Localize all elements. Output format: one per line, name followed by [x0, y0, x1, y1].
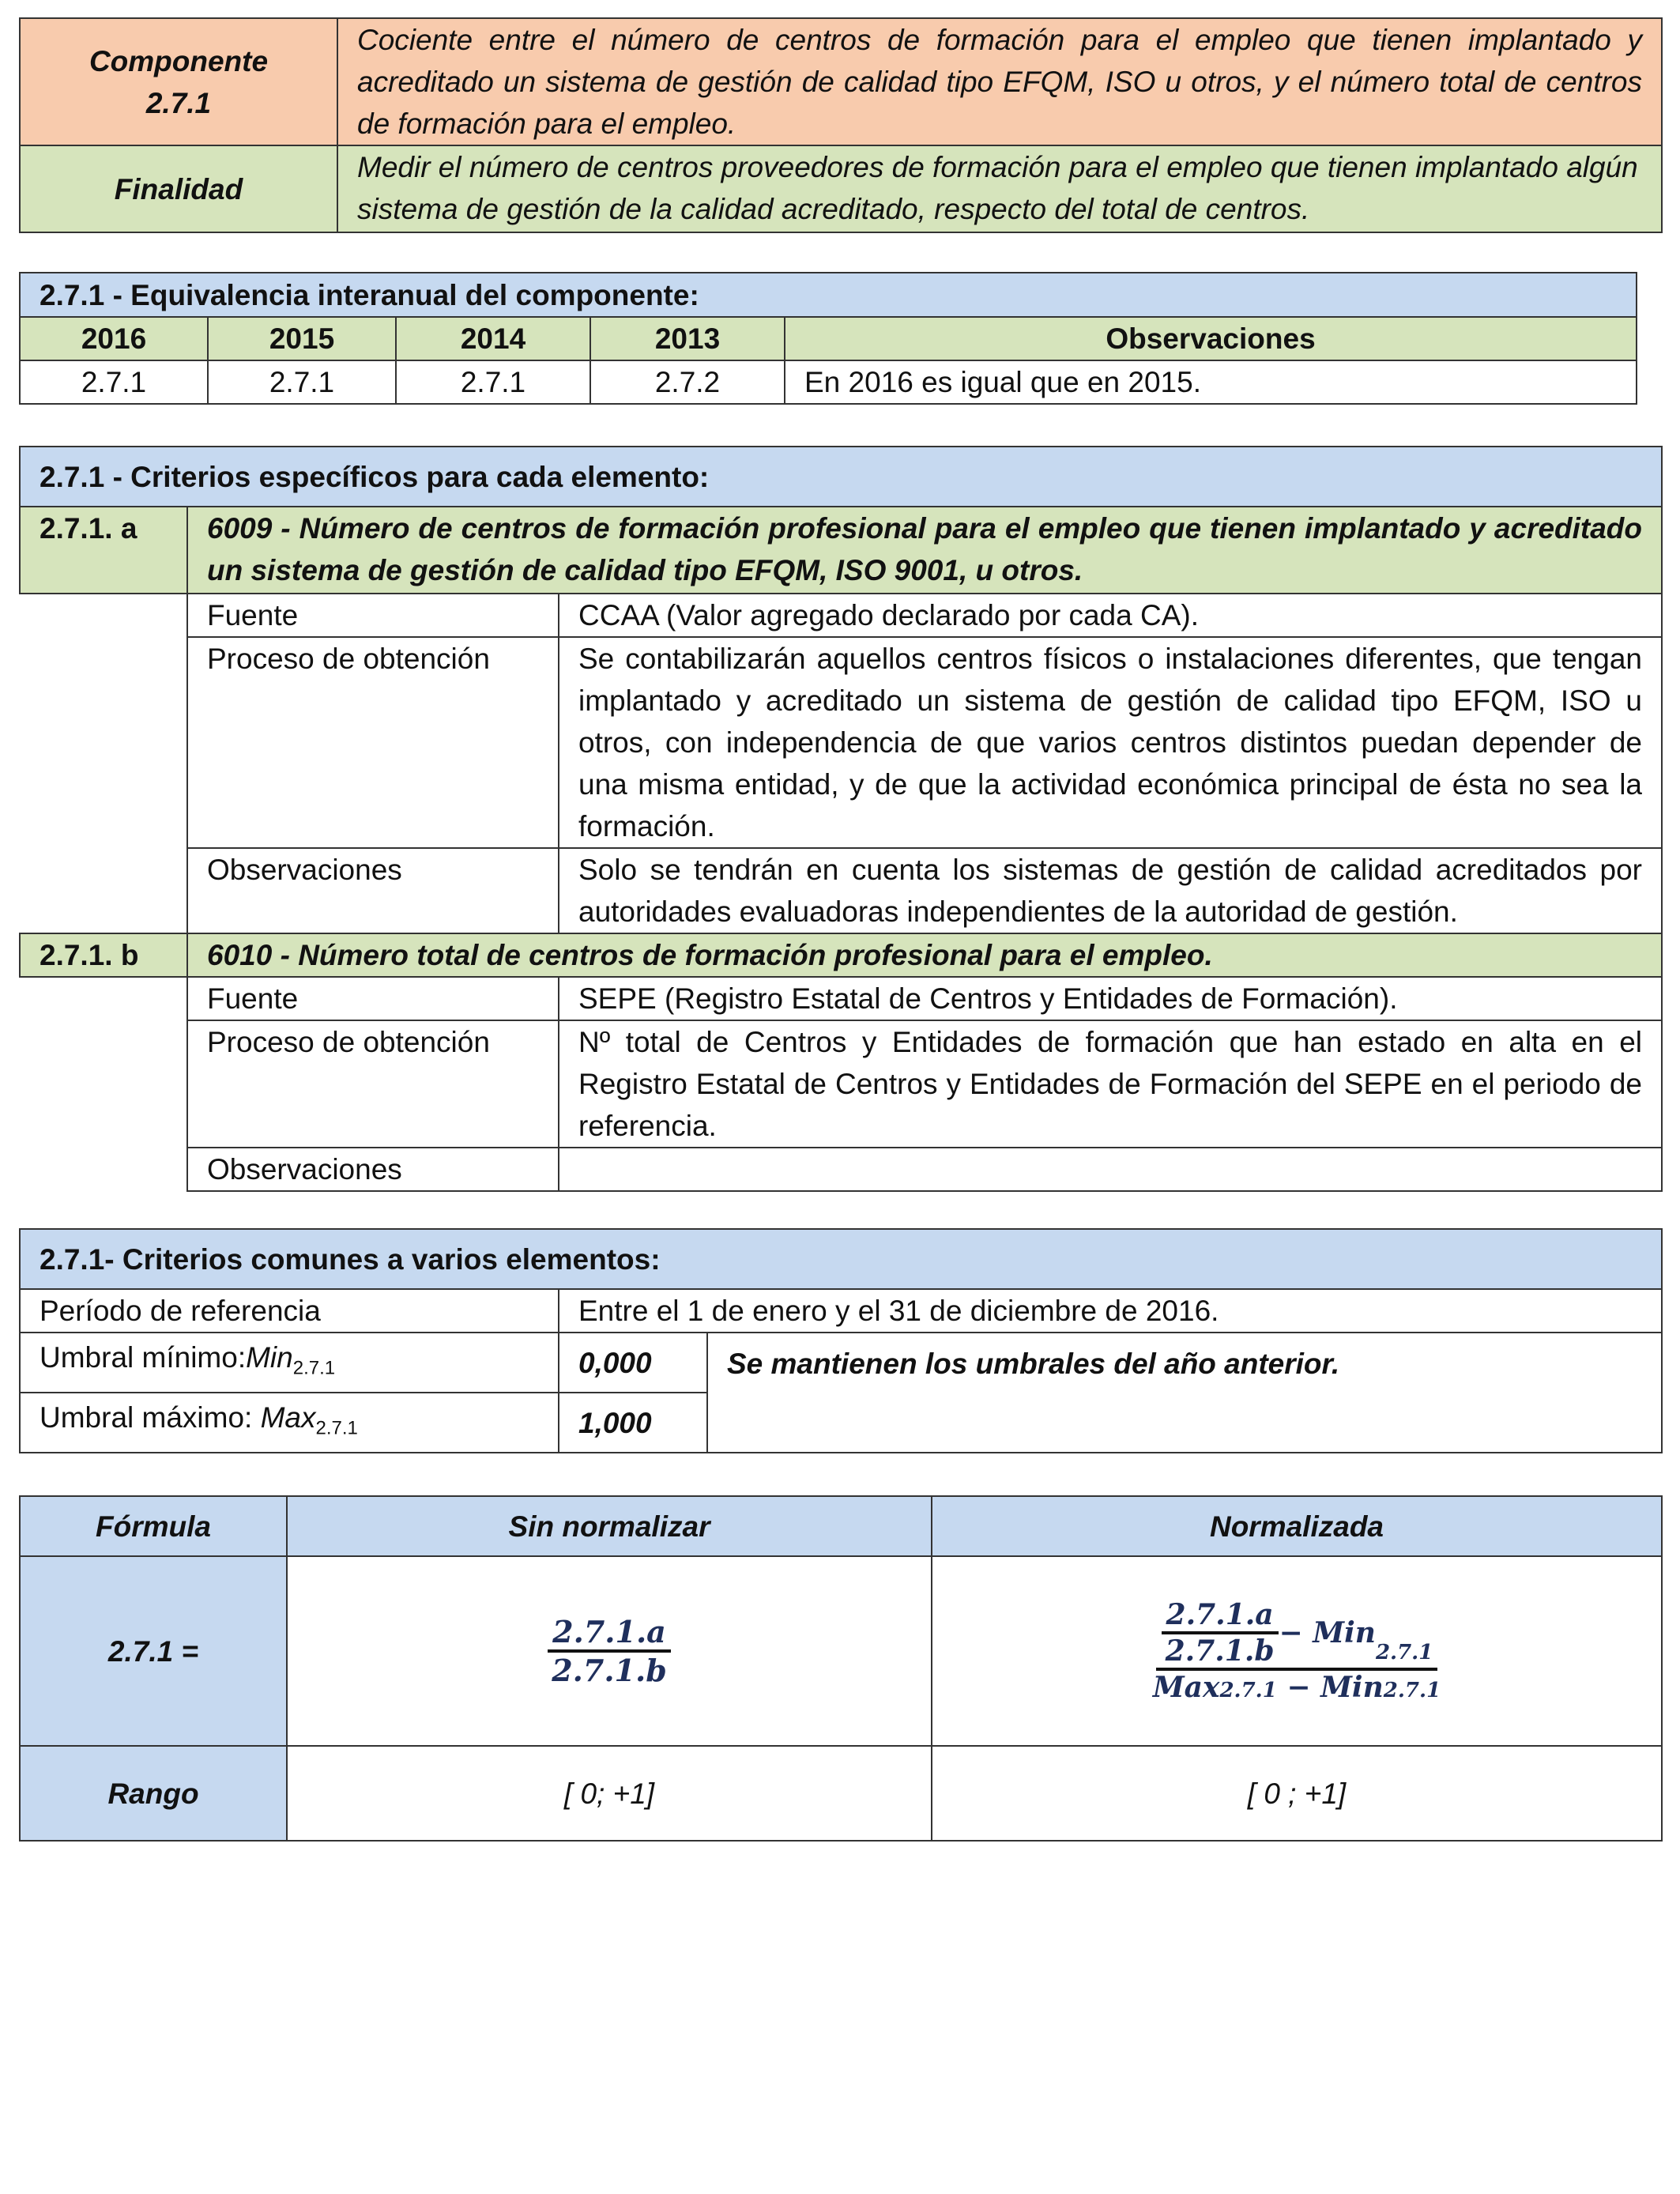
- a-proceso-label: Proceso de obtención: [187, 637, 559, 848]
- umbral-maximo-label: Umbral máximo: Max$_{2.7.1}$: [20, 1393, 559, 1453]
- b-observaciones-value: [559, 1148, 1662, 1191]
- sin-denominator: 2.7.1.b: [552, 1653, 667, 1688]
- sin-numerator: 2.7.1.a: [548, 1614, 671, 1653]
- equivalencia-title: 2.7.1 - Equivalencia interanual del componente:: [20, 273, 1637, 317]
- equiv-header-2015: 2015: [208, 317, 396, 360]
- rango-sin-normalizar: [ 0; +1]: [287, 1746, 932, 1841]
- umbral-maximo-value: 1,000: [559, 1393, 707, 1453]
- element-a-title: 6009 - Número de centros de formación profesional para el empleo que tienen implantado y acreditado un sistema de gestión de calidad tipo EFQM, ISO 9001, u otros.: [187, 507, 1662, 594]
- component-header-block: [19, 17, 1663, 229]
- umbrales-note: Se mantienen los umbrales del año anterior.: [707, 1333, 1662, 1453]
- b-observaciones-label: Observaciones: [187, 1148, 559, 1191]
- comunes-title: 2.7.1- Criterios comunes a varios elementos:: [20, 1229, 1662, 1289]
- a-observaciones-value: Solo se tendrán en cuenta los sistemas de gestión de calidad acreditados por autoridades evaluadoras independientes de la autoridad de gestión.: [559, 848, 1662, 933]
- equiv-value-2014: 2.7.1: [396, 360, 590, 404]
- finalidad-description: Medir el número de centros proveedores de formación para el empleo que tienen implantado algún sistema de gestión de la calidad acreditado, respecto del total de centros.: [337, 145, 1662, 232]
- componente-description: Cociente entre el número de centros de formación para el empleo que tienen implantado y acreditado un sistema de gestión de calidad tipo EFQM, ISO u otros, y el número total de centros de formación para el empleo.: [337, 18, 1662, 145]
- criterios-title: 2.7.1 - Criterios específicos para cada elemento:: [20, 447, 1662, 507]
- element-a-code: 2.7.1. a: [20, 507, 187, 594]
- equiv-header-2016: 2016: [20, 317, 208, 360]
- b-fuente-value: SEPE (Registro Estatal de Centros y Entidades de Formación).: [559, 977, 1662, 1020]
- a-observaciones-label: Observaciones: [187, 848, 559, 933]
- rango-normalizada: [ 0 ; +1]: [932, 1746, 1662, 1841]
- equiv-value-observaciones: En 2016 es igual que en 2015.: [785, 360, 1637, 404]
- b-fuente-label: Fuente: [187, 977, 559, 1020]
- equiv-value-2015: 2.7.1: [208, 360, 396, 404]
- componente-label: Componente: [89, 44, 269, 77]
- formula-header: Fórmula: [20, 1496, 287, 1556]
- equiv-value-2016: 2.7.1: [20, 360, 208, 404]
- criterios-comunes-block: [19, 1228, 1663, 1453]
- norm-inner-numerator: 2.7.1.a: [1162, 1598, 1279, 1634]
- formula-label: 2.7.1 =: [20, 1556, 287, 1746]
- min-variable: Min: [246, 1340, 293, 1374]
- componente-label-cell: [20, 18, 337, 145]
- equiv-header-observaciones: Observaciones: [785, 317, 1637, 360]
- sin-normalizar-fraction: [547, 1614, 672, 1688]
- sin-normalizar-formula: [287, 1556, 932, 1746]
- normalizada-fraction: $\frac{2.7.1.a}{2.7.1.b}$ − Min 2.7.1 Max2.7.1 − Min2.7.1: [1152, 1598, 1441, 1704]
- equiv-header-2013: 2013: [590, 317, 785, 360]
- a-proceso-value: Se contabilizarán aquellos centros físicos o instalaciones diferentes, que tengan implantado y acreditado un sistema de gestión de calidad tipo EFQM, ISO u otros, con independencia de que varios centros distintos puedan depender de una misma entidad, y de que la actividad económica principal de ésta no sea la formación.: [559, 637, 1662, 848]
- normalizada-formula: [932, 1556, 1662, 1746]
- norm-inner-fraction: [1161, 1598, 1279, 1668]
- rango-label: Rango: [20, 1746, 287, 1841]
- min-subscript: 2.7.1: [292, 1357, 336, 1379]
- formula-block: [19, 1495, 1663, 1842]
- sin-normalizar-header: Sin normalizar: [287, 1496, 932, 1556]
- normalizada-header: Normalizada: [932, 1496, 1662, 1556]
- norm-den-min: − Min: [1276, 1671, 1384, 1704]
- a-fuente-value: CCAA (Valor agregado declarado por cada CA).: [559, 594, 1662, 637]
- norm-den-max: Max: [1152, 1671, 1220, 1704]
- criterios-especificos-block: [19, 446, 1663, 1192]
- umbral-minimo-label: Umbral mínimo:Min$_{2.7.1}$: [20, 1333, 559, 1393]
- element-b-title: 6010 - Número total de centros de formación profesional para el empleo.: [187, 933, 1662, 977]
- b-proceso-value: Nº total de Centros y Entidades de formación que han estado en alta en el Registro Estatal de Centros y Entidades de Formación del SEPE en el periodo de referencia.: [559, 1020, 1662, 1148]
- max-variable: Max: [260, 1400, 316, 1434]
- max-subscript: 2.7.1: [315, 1417, 358, 1439]
- element-b-code: 2.7.1. b: [20, 933, 187, 977]
- finalidad-label: Finalidad: [20, 145, 337, 232]
- periodo-value: Entre el 1 de enero y el 31 de diciembre de 2016.: [559, 1289, 1662, 1333]
- norm-inner-denominator: 2.7.1.b: [1165, 1634, 1275, 1668]
- b-proceso-label: Proceso de obtención: [187, 1020, 559, 1148]
- componente-number: 2.7.1: [145, 86, 212, 119]
- equiv-value-2013: 2.7.2: [590, 360, 785, 404]
- equivalencia-block: [19, 272, 1637, 405]
- norm-minus-min: − Min: [1279, 1616, 1376, 1649]
- periodo-label: Período de referencia: [20, 1289, 559, 1333]
- umbral-minimo-value: 0,000: [559, 1333, 707, 1393]
- equiv-header-2014: 2014: [396, 317, 590, 360]
- a-fuente-label: Fuente: [187, 594, 559, 637]
